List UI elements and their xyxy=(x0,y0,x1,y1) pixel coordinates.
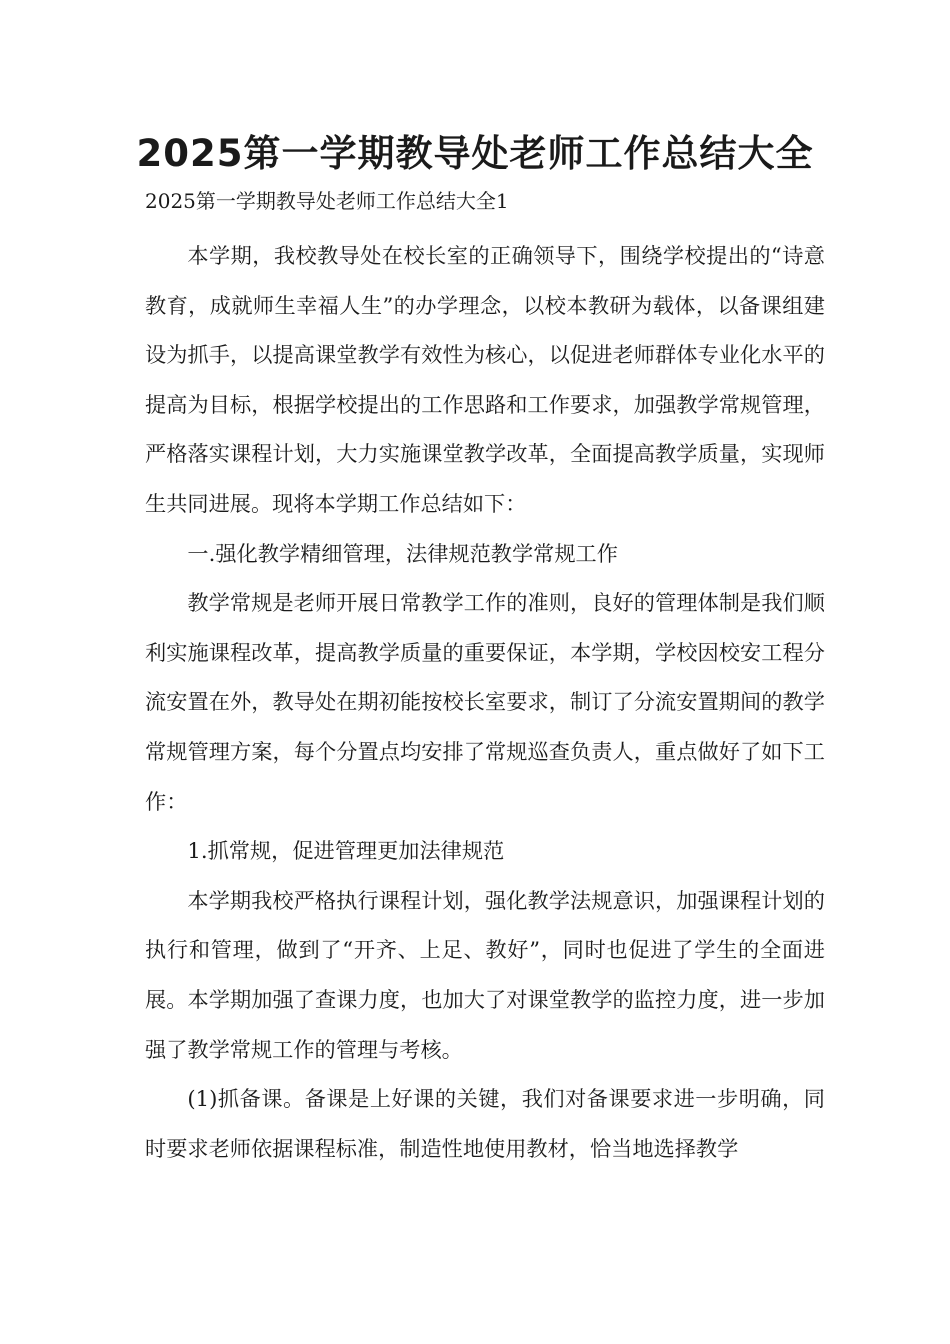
document-subtitle: 2025第一学期教导处老师工作总结大全1 xyxy=(145,189,509,213)
subsection-1-paragraph: 本学期我校严格执行课程计划，强化教学法规意识，加强课程计划的执行和管理，做到了“开齐、上足、教好”，同时也促进了学生的全面进展。本学期加强了查课力度，也加大了对课堂教学的监控力度，进一步加强了教学常规工作的管理与考核。 xyxy=(145,887,825,1062)
subsection-heading-1: 1.抓常规，促进管理更加法律规范 xyxy=(187,838,505,864)
item-1-paragraph: (1)抓备课。备课是上好课的关键，我们对备课要求进一步明确，同时要求老师依据课程标准，制造性地使用教材，恰当地选择教学 xyxy=(145,1086,825,1161)
intro-paragraph: 本学期，我校教导处在校长室的正确领导下，围绕学校提出的“诗意教育，成就师生幸福人生”的办学理念，以校本教研为载体，以备课组建设为抓手，以提高课堂教学有效性为核心，以促进老师群体专业化水平的提高为目标，根据学校提出的工作思路和工作要求，加强教学常规管理，严格落实课程计划，大力实施课堂教学改革，全面提高教学质量，实现师生共同进展。现将本学期工作总结如下： xyxy=(145,243,825,516)
document-body xyxy=(145,231,825,1173)
document-title: 2025第一学期教导处老师工作总结大全 xyxy=(136,132,814,175)
section-heading-1: 一.强化教学精细管理，法律规范教学常规工作 xyxy=(187,540,618,566)
section-1-paragraph: 教学常规是老师开展日常教学工作的准则，良好的管理体制是我们顺利实施课程改革，提高教学质量的重要保证，本学期，学校因校安工程分流安置在外，教导处在期初能按校长室要求，制订了分流安置期间的教学常规管理方案，每个分置点均安排了常规巡查负责人，重点做好了如下工作： xyxy=(145,590,825,814)
